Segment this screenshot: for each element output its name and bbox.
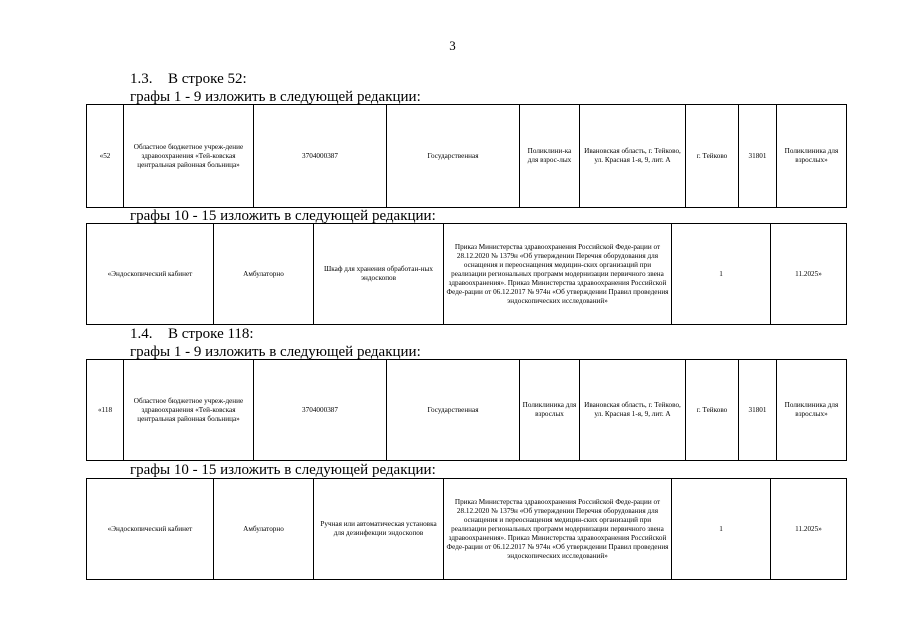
cell-department: Поликлиника для взрослых» xyxy=(777,360,847,461)
cell-quantity: 1 xyxy=(672,479,771,580)
cell-cabinet: «Эндоскопический кабинет xyxy=(87,479,214,580)
cell-organization: Областное бюджетное учреж-дение здравоохранения «Тей-ковская центральная районная больница» xyxy=(124,105,254,208)
table-row xyxy=(87,479,847,580)
table-columns-10-15 xyxy=(86,478,847,580)
cell-city: г. Тейково xyxy=(686,105,739,208)
table-columns-1-9 xyxy=(86,359,847,461)
table-row xyxy=(87,224,847,325)
section-title: В строке 52: xyxy=(168,71,247,87)
cell-city: г. Тейково xyxy=(686,360,739,461)
table-columns-10-15 xyxy=(86,223,847,325)
cell-inn: 3704000387 xyxy=(254,105,387,208)
section-heading xyxy=(130,326,254,342)
cell-quantity: 1 xyxy=(672,224,771,325)
cell-inn: 3704000387 xyxy=(254,360,387,461)
columns-10-15-caption: графы 10 - 15 изложить в следующей редакции: xyxy=(130,462,436,478)
cell-regulation: Приказ Министерства здравоохранения Российской Феде-рации от 28.12.2020 № 1379н «Об утверждении Перечня оборудования для оснащения и переоснащения медицин-ских организаций при реализации региональных программ модернизации первичного звена здравоохранения». Приказ Министерства здравоохранения Российской Феде-рации от 06.12.2017 № 974н «Об утверждении Правил проведения эндоскопических исследований» xyxy=(444,224,672,325)
cell-row-number: «52 xyxy=(87,105,124,208)
section-heading xyxy=(130,71,247,87)
table-row xyxy=(87,360,847,461)
cell-ownership: Государственная xyxy=(387,105,520,208)
cell-care-type: Амбулаторно xyxy=(214,479,314,580)
columns-1-9-caption: графы 1 - 9 изложить в следующей редакции: xyxy=(130,344,421,360)
cell-care-type: Амбулаторно xyxy=(214,224,314,325)
cell-equipment: Шкаф для хранения обработан-ных эндоскопов xyxy=(314,224,444,325)
section-number: 1.4. xyxy=(130,326,153,342)
cell-code: 31801 xyxy=(739,105,777,208)
cell-code: 31801 xyxy=(739,360,777,461)
cell-cabinet: «Эндоскопический кабинет xyxy=(87,224,214,325)
cell-row-number: «118 xyxy=(87,360,124,461)
cell-address: Ивановская область, г. Тейково, ул. Красная 1-я, 9, лит. А xyxy=(580,360,686,461)
cell-regulation: Приказ Министерства здравоохранения Российской Феде-рации от 28.12.2020 № 1379н «Об утверждении Перечня оборудования для оснащения и переоснащения медицин-ских организаций при реализации региональных программ модернизации первичного звена здравоохранения». Приказ Министерства здравоохранения Российской Феде-рации от 06.12.2017 № 974н «Об утверждении Правил проведения эндоскопических исследований» xyxy=(444,479,672,580)
cell-date: 11.2025» xyxy=(771,224,847,325)
cell-equipment: Ручная или автоматическая установка для дезинфекции эндоскопов xyxy=(314,479,444,580)
cell-ownership: Государственная xyxy=(387,360,520,461)
section-title: В строке 118: xyxy=(168,326,254,342)
cell-organization: Областное бюджетное учреж-дение здравоохранения «Тей-ковская центральная районная больница» xyxy=(124,360,254,461)
cell-unit: Поликлини-ка для взрос-лых xyxy=(520,105,580,208)
page-number: 3 xyxy=(449,38,456,53)
cell-department: Поликлиника для взрослых» xyxy=(777,105,847,208)
table-columns-1-9 xyxy=(86,104,847,208)
cell-address: Ивановская область, г. Тейково, ул. Красная 1-я, 9, лит. А xyxy=(580,105,686,208)
table-row xyxy=(87,105,847,208)
cell-unit: Поликлиника для взрослых xyxy=(520,360,580,461)
cell-date: 11.2025» xyxy=(771,479,847,580)
columns-1-9-caption: графы 1 - 9 изложить в следующей редакции: xyxy=(130,89,421,105)
columns-10-15-caption: графы 10 - 15 изложить в следующей редакции: xyxy=(130,208,436,224)
section-number: 1.3. xyxy=(130,71,153,87)
